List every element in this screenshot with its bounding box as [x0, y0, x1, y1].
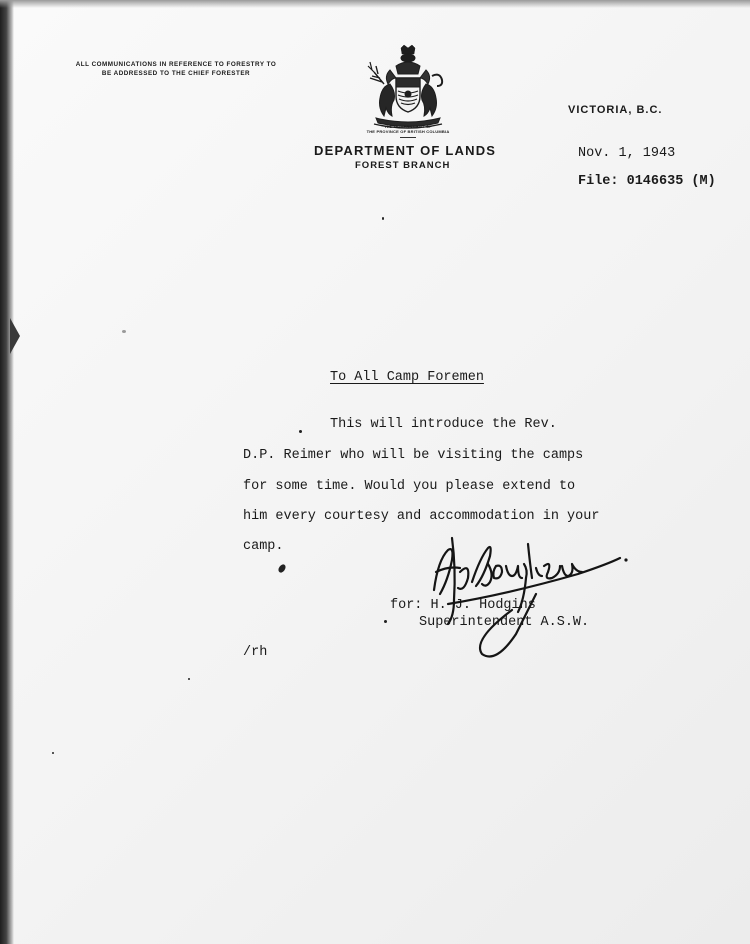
body-line-5: camp. — [243, 539, 284, 554]
body-line-4: him every courtesy and accommodation in your — [243, 509, 600, 524]
signatory-line: for: H. J. Hodgins — [390, 598, 536, 613]
handwritten-signature — [412, 520, 642, 660]
body-line-3: for some time. Would you please extend to — [243, 479, 576, 494]
crest-rule — [400, 137, 416, 138]
department-name: DEPARTMENT OF LANDS — [314, 143, 497, 158]
crest-caption-line-1: THE GOVERNMENT OF — [384, 124, 432, 129]
communications-line-1: ALL COMMUNICATIONS IN REFERENCE TO FORESTRY TO — [75, 61, 277, 68]
communications-note — [60, 60, 292, 78]
paper-speck — [384, 620, 387, 623]
paper-speck — [382, 217, 384, 220]
paper-speck — [122, 330, 126, 333]
paper-speck — [188, 678, 190, 680]
coat-of-arms-icon — [360, 44, 456, 136]
scan-top-shadow — [0, 0, 750, 8]
city-address: VICTORIA, B.C. — [568, 104, 663, 116]
typist-initials: /rh — [243, 645, 268, 660]
paper-speck — [299, 430, 302, 433]
communications-line-2: BE ADDRESSED TO THE CHIEF FORESTER — [101, 70, 251, 77]
scan-edge-shadow — [0, 0, 14, 944]
ink-mark — [277, 563, 287, 574]
body-line-2: D.P. Reimer who will be visiting the camps — [243, 448, 584, 463]
letter-date: Nov. 1, 1943 — [578, 146, 676, 161]
salutation: To All Camp Foremen — [330, 370, 484, 385]
paper-speck — [52, 752, 54, 754]
crest-caption — [360, 124, 456, 134]
signatory-title: Superintendent A.S.W. — [419, 615, 590, 630]
body-line-1: This will introduce the Rev. — [330, 417, 557, 432]
branch-name: FOREST BRANCH — [355, 160, 451, 171]
file-number: File: 0146635 (M) — [578, 174, 716, 189]
crest-caption-line-2: THE PROVINCE OF BRITISH COLUMBIA — [366, 129, 450, 134]
paper-notch — [10, 318, 20, 354]
